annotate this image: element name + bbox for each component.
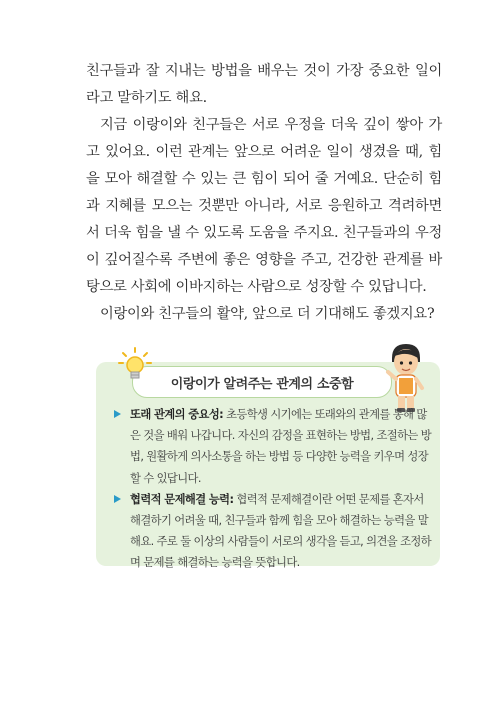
paragraph-1: 친구들과 잘 지내는 방법을 배우는 것이 가장 중요한 일이라고 말하기도 해요. (86, 63, 442, 106)
bullet-triangle-icon (114, 495, 121, 503)
body-text (86, 58, 442, 328)
item-text: 초등학생 시기에는 또래와의 관계를 통해 많은 것을 배워 나갑니다. 자신의 감정을 표현하는 방법, 조절하는 방법, 원활하게 의사소통을 하는 방법 등 다양한 능력을 키우며 성장할 수 있답니다. (130, 408, 432, 485)
item-title: 또래 관계의 중요성: (130, 408, 224, 421)
item-title: 협력적 문제해결 능력: (130, 492, 234, 506)
paragraph-3: 이랑이와 친구들의 활약, 앞으로 더 기대해도 좋겠지요? (100, 306, 435, 322)
character-illustration (380, 338, 432, 414)
bullet-triangle-icon (114, 410, 121, 418)
list-item (114, 489, 432, 574)
info-list (114, 404, 432, 574)
lightbulb-icon (116, 346, 154, 388)
list-item (114, 404, 432, 489)
item-text: 협력적 문제해결이란 어떤 문제를 혼자서 해결하기 어려울 때, 친구들과 함께 힘을 모아 해결하는 능력을 말해요. 주로 둘 이상의 사람들이 서로의 생각을 듣고, 의견을 조정하며 문제를 해결하는 능력을 뜻합니다. (130, 492, 432, 570)
info-box-title: 이랑이가 알려주는 관계의 소중함 (132, 366, 392, 398)
paragraph-2: 지금 이랑이와 친구들은 서로 우정을 더욱 깊이 쌓아 가고 있어요. 이런 관계는 앞으로 어려운 일이 생겼을 때, 힘을 모아 해결할 수 있는 큰 힘이 되어 줄 거예요. 단순히 힘과 지혜를 모으는 것뿐만 아니라, 서로 응원하고 격려하면서 더욱 힘을 낼 수 있도록 도움을 주지요. 친구들과의 우정이 깊어질수록 주변에 좋은 영향을 주고, 건강한 관계를 바탕으로 사회에 이바지하는 사람으로 성장할 수 있답니다. (86, 117, 442, 295)
